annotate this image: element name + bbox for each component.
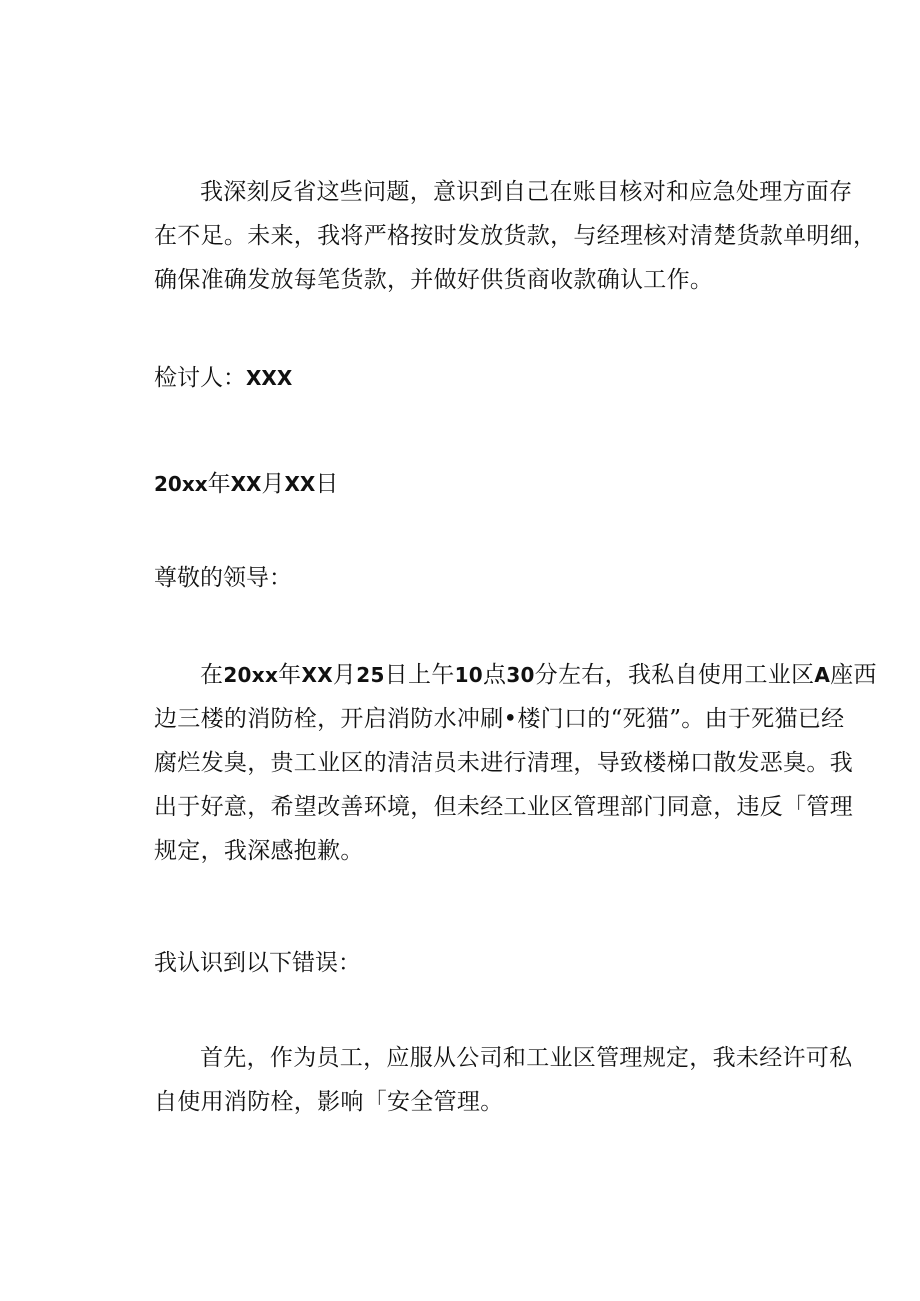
text-fragment: 点 — [483, 662, 507, 688]
date-day-unit: 日 — [315, 471, 339, 497]
incident-paragraph — [108, 653, 877, 873]
text-fragment: 年 — [278, 662, 302, 688]
date-year: 20xx — [154, 472, 208, 496]
salutation: 尊敬的领导： — [154, 565, 292, 591]
paragraph-line: 确保准确发放每笔货款，并做好供货商收款确认工作。 — [154, 267, 714, 293]
incident-year: 20xx — [223, 663, 279, 687]
text-fragment: 月 — [332, 662, 357, 688]
paragraph-line: 出于好意，希望改善环境，但未经工业区管理部门同意，违反「管理 — [154, 794, 853, 820]
paragraph-line — [108, 653, 877, 697]
paragraph-line: 我深刻反省这些问题，意识到自己在账目核对和应急处理方面存 — [200, 179, 853, 205]
building-letter: A — [814, 663, 831, 687]
text-fragment: 在 — [200, 662, 224, 688]
date-day: XX — [284, 472, 316, 496]
paragraph-line: 腐烂发臭，贵工业区的清洁员未进行清理，导致楼梯口散发恶臭。我 — [154, 750, 853, 776]
signer-name: XXX — [246, 366, 293, 390]
incident-minute: 30 — [506, 663, 535, 687]
incident-hour: 10 — [454, 663, 484, 687]
text-fragment: 分左右，我私自使用工业区 — [534, 662, 815, 688]
reflection-paragraph — [108, 170, 877, 302]
date-month-unit: 月 — [261, 471, 285, 497]
incident-day: 25 — [356, 663, 385, 687]
incident-month: XX — [301, 663, 333, 687]
date-month: XX — [230, 472, 262, 496]
first-error-paragraph — [108, 1036, 853, 1124]
paragraph-line: 首先，作为员工，应服从公司和工业区管理规定，我未经许可私 — [200, 1045, 853, 1071]
text-fragment: 座西 — [830, 662, 877, 688]
paragraph-line: 在不足。未来，我将严格按时发放货款，与经理核对清楚货款单明细， — [154, 223, 877, 249]
signer-label: 检讨人： — [154, 365, 246, 391]
errors-heading: 我认识到以下错误： — [154, 950, 361, 976]
paragraph-line: 规定，我深感抱歉。 — [154, 838, 364, 864]
date-line — [154, 462, 338, 506]
paragraph-line: 自使用消防栓，影响「安全管理。 — [154, 1089, 504, 1115]
text-fragment: 日上午 — [384, 662, 455, 688]
date-year-unit: 年 — [207, 471, 231, 497]
paragraph-line: 边三楼的消防栓，开启消防水冲刷•楼门口的“死猫”。由于死猫已经 — [154, 706, 845, 732]
signer-line — [154, 356, 292, 400]
